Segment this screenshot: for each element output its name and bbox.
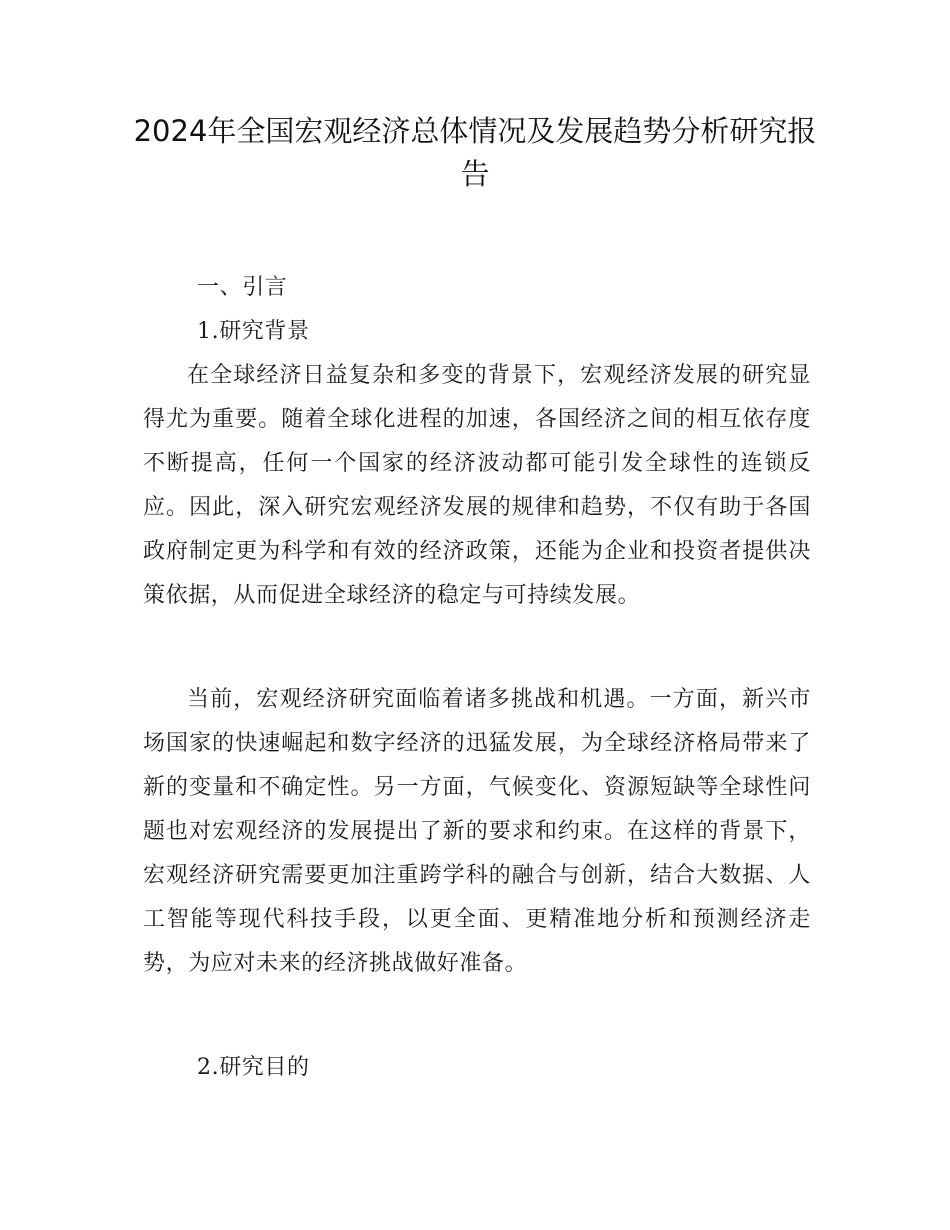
subsection-heading-research-background: 1.研究背景 [197, 319, 310, 344]
paragraph-background-2: 当前，宏观经济研究面临着诸多挑战和机遇。一方面，新兴市场国家的快速崛起和数字经济的迅猛发展，为全球经济格局带来了新的变量和不确定性。另一方面，气候变化、资源短缺等全球性问题也对宏观经济的发展提出了新的要求和约束。在这样的背景下，宏观经济研究需要更加注重跨学科的融合与创新，结合大数据、人工智能等现代科技手段，以更全面、更精准地分析和预测经济走势，为应对未来的经济挑战做好准备。 [143, 687, 811, 976]
paragraph-background-1: 在全球经济日益复杂和多变的背景下，宏观经济发展的研究显得尤为重要。随着全球化进程的加速，各国经济之间的相互依存度不断提高，任何一个国家的经济波动都可能引发全球性的连锁反应。因此，深入研究宏观经济发展的规律和趋势，不仅有助于各国政府制定更为科学和有效的经济政策，还能为企业和投资者提供决策依据，从而促进全球经济的稳定与可持续发展。 [143, 363, 811, 608]
document-title: 2024年全国宏观经济总体情况及发展趋势分析研究报告 [133, 114, 817, 191]
subsection-heading-research-purpose: 2.研究目的 [197, 1055, 310, 1080]
section-heading-introduction: 一、引言 [197, 275, 288, 300]
